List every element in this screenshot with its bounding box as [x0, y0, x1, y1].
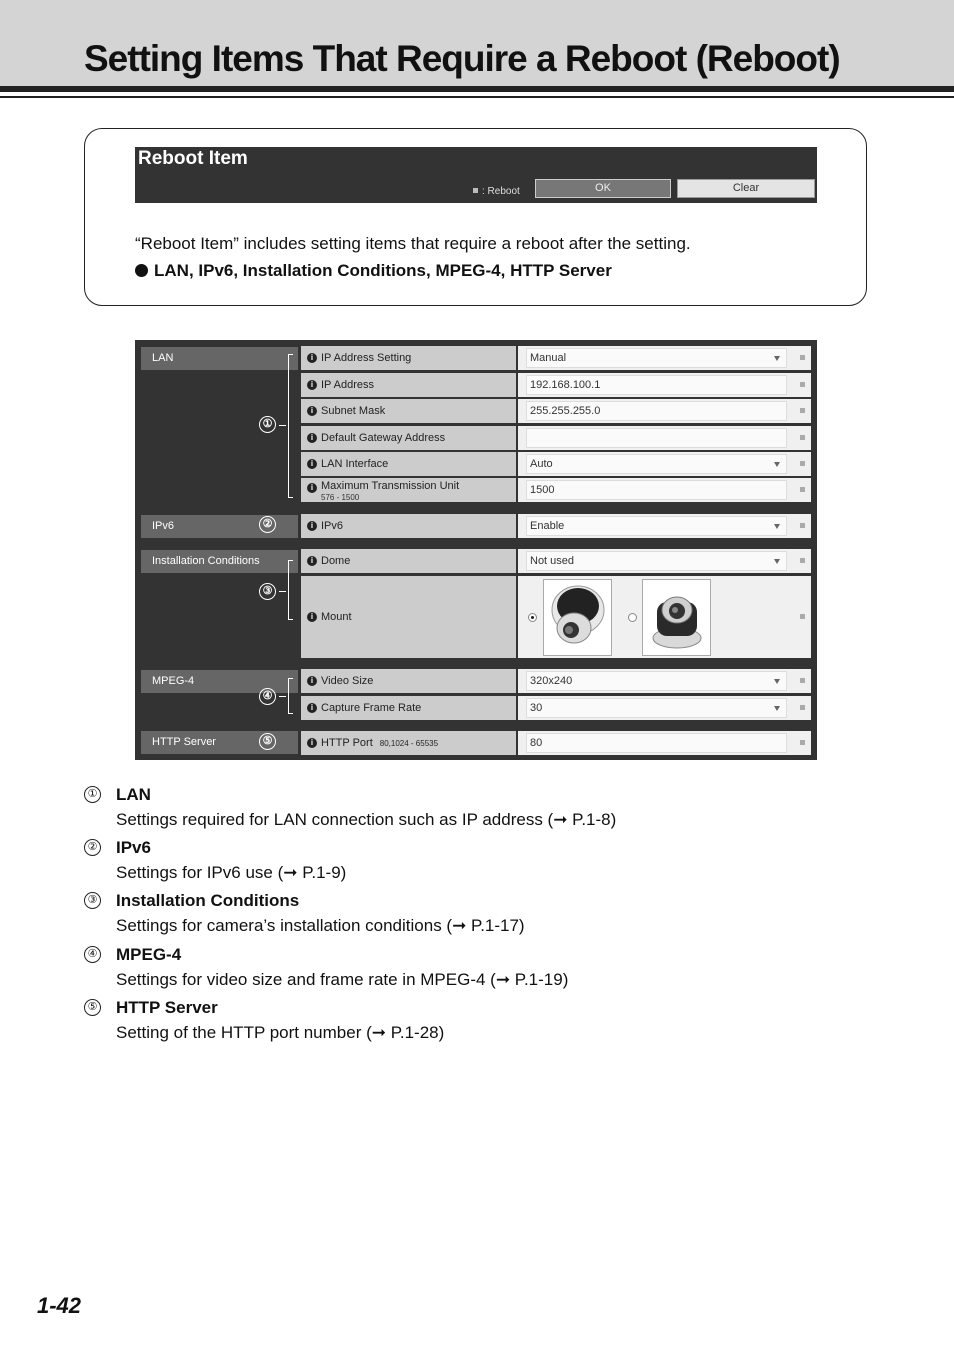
reboot-mark-icon — [800, 408, 805, 413]
info-icon: i — [307, 406, 317, 416]
explanation-number: ① — [84, 786, 101, 803]
http-port-input[interactable] — [526, 733, 787, 753]
info-icon: i — [307, 556, 317, 566]
ok-button[interactable]: OK — [535, 179, 671, 198]
row-value — [518, 426, 811, 450]
explanation-heading: HTTP Server — [116, 998, 218, 1017]
info-icon: i — [307, 612, 317, 622]
row-label-text: LAN Interface — [321, 458, 389, 470]
reboot-panel-title: Reboot Item — [138, 148, 248, 169]
ip-address-input[interactable] — [526, 375, 787, 395]
http-port-range-hint: 80,1024 - 65535 — [379, 739, 439, 748]
select-value: Not used — [530, 555, 575, 567]
row-subnet-mask — [301, 399, 811, 423]
explanation-number: ⑤ — [84, 999, 101, 1016]
input-value: 1500 — [530, 484, 555, 496]
row-mount — [301, 576, 811, 658]
chevron-down-icon — [774, 706, 780, 711]
mount-desktop-radio[interactable] — [628, 613, 637, 622]
reboot-mark-icon — [800, 382, 805, 387]
select-value: Enable — [530, 520, 565, 532]
intro-item-list-text: LAN, IPv6, Installation Conditions, MPEG-4, HTTP Server — [154, 261, 612, 280]
info-icon: i — [307, 459, 317, 469]
row-label — [301, 426, 516, 450]
bracket-mpeg4 — [288, 678, 293, 714]
row-label — [301, 399, 516, 423]
row-video-size — [301, 669, 811, 693]
chevron-down-icon — [774, 679, 780, 684]
row-label — [301, 576, 516, 658]
select-value: 30 — [530, 702, 543, 714]
row-label-text: IP Address Setting — [321, 352, 412, 364]
row-label — [301, 669, 516, 693]
dome-select[interactable] — [526, 551, 787, 571]
bracket-tick-1 — [279, 425, 286, 426]
row-label-text: Capture Frame Rate — [321, 702, 422, 714]
reboot-legend-text: : Reboot — [482, 186, 520, 197]
row-label — [301, 373, 516, 397]
bracket-installation — [288, 560, 293, 620]
input-value: 80 — [530, 737, 543, 749]
row-value — [518, 346, 811, 370]
section-http: HTTP Server — [141, 731, 298, 754]
chevron-down-icon — [774, 356, 780, 361]
info-icon: i — [307, 521, 317, 531]
reboot-mark-icon — [473, 188, 478, 193]
section-installation: Installation Conditions — [141, 550, 298, 573]
reboot-mark-icon — [800, 614, 805, 619]
info-icon: i — [307, 676, 317, 686]
callout-4: ④ — [259, 688, 276, 705]
row-mtu — [301, 478, 811, 502]
default-gateway-input[interactable] — [526, 428, 787, 448]
row-label-text: IP Address — [321, 379, 374, 391]
info-icon: i — [307, 483, 317, 493]
mount-ceiling-radio[interactable] — [528, 613, 537, 622]
reboot-mark-icon — [800, 487, 805, 492]
row-http-port — [301, 731, 811, 755]
row-lan-interface — [301, 452, 811, 476]
lan-interface-select[interactable] — [526, 454, 787, 474]
callout-1: ① — [259, 416, 276, 433]
reboot-mark-icon — [800, 355, 805, 360]
row-label-text: Mount — [321, 611, 352, 623]
bracket-tick-4 — [279, 696, 286, 697]
capture-frame-rate-select[interactable] — [526, 698, 787, 718]
clear-button[interactable]: Clear — [677, 179, 815, 198]
row-dome — [301, 549, 811, 573]
reboot-legend — [473, 186, 520, 197]
row-value — [518, 514, 811, 538]
explanation-text: Settings for camera’s installation conditions (➞ P.1-17) — [116, 916, 525, 935]
section-lan: LAN — [141, 347, 298, 370]
row-value — [518, 478, 811, 502]
mtu-input[interactable] — [526, 480, 787, 500]
row-ip-address — [301, 373, 811, 397]
ptz-camera-icon — [643, 580, 710, 655]
row-value — [518, 731, 811, 755]
reboot-mark-icon — [800, 678, 805, 683]
row-ip-address-setting — [301, 346, 811, 370]
reboot-mark-icon — [800, 558, 805, 563]
settings-panel — [135, 340, 817, 760]
row-label — [301, 346, 516, 370]
callout-3: ③ — [259, 583, 276, 600]
mount-ceiling-image[interactable] — [543, 579, 612, 656]
row-capture-frame-rate — [301, 696, 811, 720]
reboot-mark-icon — [800, 435, 805, 440]
explanation-number: ② — [84, 839, 101, 856]
reboot-mark-icon — [800, 740, 805, 745]
row-value — [518, 373, 811, 397]
chevron-down-icon — [774, 462, 780, 467]
mount-desktop-image[interactable] — [642, 579, 711, 656]
callout-2: ② — [259, 516, 276, 533]
chevron-down-icon — [774, 524, 780, 529]
row-value — [518, 696, 811, 720]
row-label — [301, 452, 516, 476]
explanation-text: Settings for video size and frame rate in MPEG-4 (➞ P.1-19) — [116, 970, 569, 989]
explanation-text: Settings for IPv6 use (➞ P.1-9) — [116, 863, 347, 882]
row-ipv6 — [301, 514, 811, 538]
reboot-mark-icon — [800, 461, 805, 466]
row-label-text: Subnet Mask — [321, 405, 386, 417]
row-label — [301, 731, 516, 755]
explanation-text: Settings required for LAN connection such as IP address (➞ P.1-8) — [116, 810, 617, 829]
ip-address-setting-select[interactable] — [526, 348, 787, 368]
mtu-range-hint: 576 - 1500 — [321, 493, 360, 502]
reboot-mark-icon — [800, 523, 805, 528]
intro-item-list — [135, 261, 612, 281]
section-mpeg4: MPEG-4 — [141, 670, 298, 693]
info-icon: i — [307, 703, 317, 713]
chevron-down-icon — [774, 559, 780, 564]
bracket-tick-3 — [279, 591, 286, 592]
row-value — [518, 576, 811, 658]
row-value — [518, 669, 811, 693]
row-label-text: Default Gateway Address — [321, 432, 446, 444]
callout-5: ⑤ — [259, 733, 276, 750]
select-value: 320x240 — [530, 675, 573, 687]
intro-description: “Reboot Item” includes setting items that require a reboot after the setting. — [135, 234, 691, 253]
page-title: Setting Items That Require a Reboot (Reboot) — [84, 38, 840, 79]
explanation-text: Setting of the HTTP port number (➞ P.1-28) — [116, 1023, 445, 1042]
row-label — [301, 478, 516, 502]
select-value: Manual — [530, 352, 567, 364]
row-label-text: Maximum Transmission Unit — [321, 480, 460, 492]
row-value — [518, 549, 811, 573]
info-icon: i — [307, 738, 317, 748]
row-label — [301, 549, 516, 573]
row-label-text: Dome — [321, 555, 351, 567]
row-label-text: HTTP Port — [321, 737, 373, 749]
explanation-number: ③ — [84, 892, 101, 909]
header-rule-thick — [0, 86, 954, 92]
explanation-heading: IPv6 — [116, 838, 151, 857]
row-label — [301, 514, 516, 538]
bracket-lan — [288, 354, 293, 498]
subnet-mask-input[interactable] — [526, 401, 787, 421]
info-icon: i — [307, 380, 317, 390]
row-value — [518, 399, 811, 423]
info-icon: i — [307, 353, 317, 363]
input-value: 255.255.255.0 — [530, 405, 601, 417]
row-default-gateway — [301, 426, 811, 450]
row-label-text: IPv6 — [321, 520, 344, 532]
section-ipv6: IPv6 — [141, 515, 298, 538]
video-size-select[interactable] — [526, 671, 787, 691]
row-label — [301, 696, 516, 720]
row-value — [518, 452, 811, 476]
input-value: 192.168.100.1 — [530, 379, 601, 391]
explanation-heading: MPEG-4 — [116, 945, 182, 964]
reboot-mark-icon — [800, 705, 805, 710]
header-rule-thin — [0, 96, 954, 98]
reboot-item-panel — [135, 147, 817, 203]
info-icon: i — [307, 433, 317, 443]
ipv6-select[interactable] — [526, 516, 787, 536]
dome-camera-icon — [544, 580, 611, 655]
page-number: 1-42 — [37, 1293, 82, 1318]
row-label-text: Video Size — [321, 675, 374, 687]
explanation-number: ④ — [84, 946, 101, 963]
explanation-heading: LAN — [116, 785, 151, 804]
bullet-icon — [135, 264, 148, 277]
explanation-heading: Installation Conditions — [116, 891, 300, 910]
select-value: Auto — [530, 458, 553, 470]
